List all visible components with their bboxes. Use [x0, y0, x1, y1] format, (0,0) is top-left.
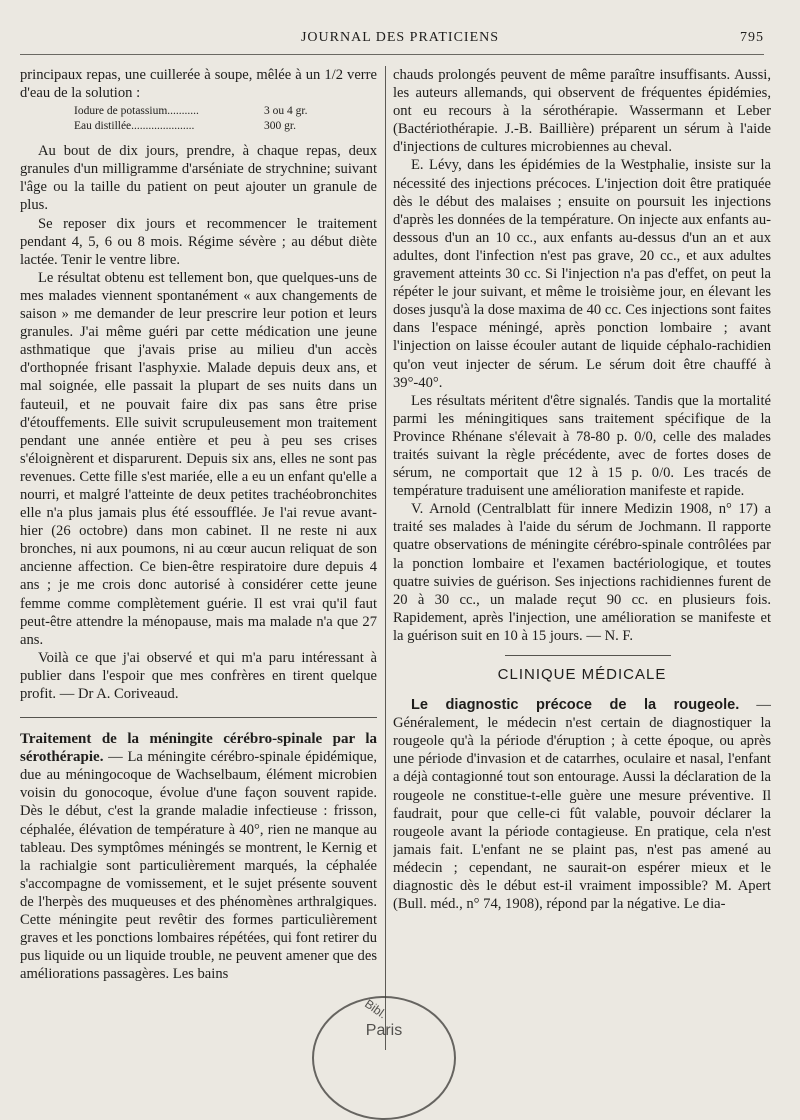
paragraph: chauds prolongés peuvent de même paraître insuffisants. Aussi, les auteurs allemands, qui observent de fréquentes épidémies, ont eu recours à la sérothérapie. Wassermann et Leber (Bactériothérapie. J.-B. Baillière) préparent un sérum à l'aide d'injections de cultures microbiennes au cheval.: [393, 67, 771, 156]
article-paragraph: [20, 730, 377, 983]
column-divider: [385, 66, 386, 1050]
article-text: — La méningite cérébro-spinale épidémique, due au méningocoque de Wachselbaum, élément microbien voisin du gonocoque, évolue d'une façon souvent rapide. Dès le début, c'est la grande maladie infectieuse : frisson, céphalée, élévation de température à 40°, rien ne manque au tableau. Des symptômes méningés se montrent, le Kernig et la rachialgie sont particulièrement marqués, la céphalée s'accompagne de vomissement, et le sujet présente souvent de l'herpès des muqueuses et des phénomènes arthralgiques. Cette méningite peut revêtir des formes particulièrement graves et les ponctions lombaires répétées, qui font retirer du pus liquide ou un liquide trouble, ne peuvent amener que des améliorations passagères. Les bains: [20, 749, 377, 983]
article-title: Le diagnostic précoce de la rougeole.: [411, 697, 740, 714]
recipe-quantity: 300 gr.: [264, 120, 296, 133]
article-text: — Généralement, le médecin n'est certain de diagnostiquer la rougeole qu'à la période d'éruption ; à cette époque, ou après une période d'invasion et de catarrhes, oculaire et nasal, l'enfant a déjà contagionné tout son entourage. Aussi la déclaration de la rougeole ne constitue-t-elle guère une mesure préventive. Il faudrait, pour que celle-ci fût valable, pouvoir déclarer la rougeole avant la période contagieuse. En pratique, cela n'est jamais fait. L'enfant ne se plaint pas, n'est pas amené au médecin ; cependant, ne saurait-on espérer mieux et le diagnostic dès le début est-il vraiment impossible? M. Apert (Bull. méd., n° 74, 1908), répond par la négative. Le dia-: [393, 697, 771, 913]
recipe-ingredient: Eau distillée......................: [74, 120, 195, 133]
paragraph: V. Arnold (Centralblatt für innere Medizin 1908, n° 17) a traité ses malades à l'aide du sérum de Jochmann. Il rapporte quatre observations de méningite cérébro-spinale contrôlées par la ponction lombaire et l'examen bactériologique, et toutes quatre suivies de guérison. Ses injections rachidiennes furent de 20 à 30 cc., un malade reçut 90 cc. en plusieurs fois. Rapidement, après l'injection, une amélioration se manifeste et la guérison suit en 10 à 15 jours. — N. F.: [393, 501, 771, 644]
left-column: [20, 66, 377, 1058]
journal-title: JOURNAL DES PRATICIENS: [300, 30, 500, 45]
signoff-paragraph: Voilà ce que j'ai observé et qui m'a paru intéressant à publier dans l'espoir que mes confrères en tirent quelque profit. — Dr A. Coriveaud.: [20, 649, 377, 702]
paragraph: Se reposer dix jours et recommencer le traitement pendant 4, 5, 6 ou 8 mois. Régime sévère ; au début diète lactée. Tenir le ventre libre.: [20, 215, 377, 268]
header-rule: [20, 54, 764, 55]
page-header: [0, 30, 800, 50]
paragraph: Le résultat obtenu est tellement bon, que quelques-uns de mes malades viennent spontanément « aux changements de saison » me demander de leur prescrire leur potion et leurs granules. J'ai même guéri par cette médication une jeune asthmatique que j'avais prise au milieu d'un accès d'orthopnée frisant l'asphyxie. Malade depuis deux ans, et mal soignée, elle passait la plupart de ses nuits dans un fauteuil, et ne pouvait faire dix pas sans être prise d'étouffements. Elle suivit scrupuleusement mon traitement pendant une année entière et peu à peu ses crises s'éloignèrent et disparurent. Depuis six ans, elles ne sont pas revenues. Cette fille s'est mariée, elle a eu un enfant qu'elle a nourri, et malgré l'atteinte de deux petites trachéobronchites elle n'a plus jamais plus été essoufflée. Je l'ai revue avant-hier (26 octobre) dans mon cabinet. Il ne reste ni aux bronches, ni aux poumons, ni au cœur aucun reliquat de son ancienne affection. Ce bien-être respiratoire dure depuis 4 ans ; je me crois donc autorisé à considérer cette jeune femme comme complètement guérie. Il est vrai qu'il faut peut-être attendre la ménopause, mais ma malade n'a que 27 ans.: [20, 269, 377, 648]
paragraph: E. Lévy, dans les épidémies de la Westphalie, insiste sur la nécessité des injections précoces. L'injection doit être pratiquée dès le début des malaises ; ensuite on poursuit les injections d'après les données de la température. On injecte aux enfants au-dessous d'un an 10 cc., aux enfants au-dessus d'un an et aux adultes, dont l'infection n'est pas grave, 20 cc., et aux adultes gravement atteints 30 cc. Si l'injection n'a pas d'effet, on peut la répéter le jour suivant, et même le troisième jour, en élevant les doses jusqu'à la dose maxima de 40 cc. Ces injections sont faites dans l'espace méningé, après ponction lombaire ; avant l'injection on laisse écouler autant de liquide céphalo-rachidien qu'on veut injecter de sérum. Le sérum doit être chauffé à 39°-40°.: [393, 157, 771, 391]
article-paragraph: [393, 696, 771, 913]
recipe-table: [74, 104, 377, 134]
right-column: [393, 66, 771, 1058]
page-number: 795: [740, 30, 764, 45]
stamp-text: Paris: [365, 1022, 403, 1039]
section-heading: CLINIQUE MÉDICALE: [497, 666, 667, 683]
intro-paragraph: principaux repas, une cuillerée à soupe, mêlée à un 1/2 verre d'eau de la solution :: [20, 67, 377, 102]
recipe-row: [74, 104, 324, 119]
section-divider: [505, 655, 671, 656]
recipe-row: [74, 119, 324, 134]
library-stamp: [312, 996, 456, 1120]
stamp-arc-text: Bibl.: [362, 996, 390, 1022]
recipe-quantity: 3 ou 4 gr.: [264, 105, 308, 118]
section-divider: [20, 717, 377, 718]
paragraph: Au bout de dix jours, prendre, à chaque repas, deux granules d'un milligramme d'arséniate de strychnine; suivant l'âge ou la taille du patient on peut ajouter un granule de plus.: [20, 143, 377, 214]
article-title: Traitement de la méningite cérébro-spinale par la sérothérapie.: [20, 731, 377, 766]
recipe-ingredient: Iodure de potassium...........: [74, 105, 199, 118]
paragraph: Les résultats méritent d'être signalés. Tandis que la mortalité parmi les méningitiques sans traitement spécifique de la Province Rhénane s'élevait à 78-80 p. 0/0, celle des malades traités suivant la règle précédente, avec de fortes doses de sérum, ne comportait que 12 à 15 p. 0/0. Les tracés de température traduisent une amélioration manifeste et rapide.: [393, 392, 771, 500]
